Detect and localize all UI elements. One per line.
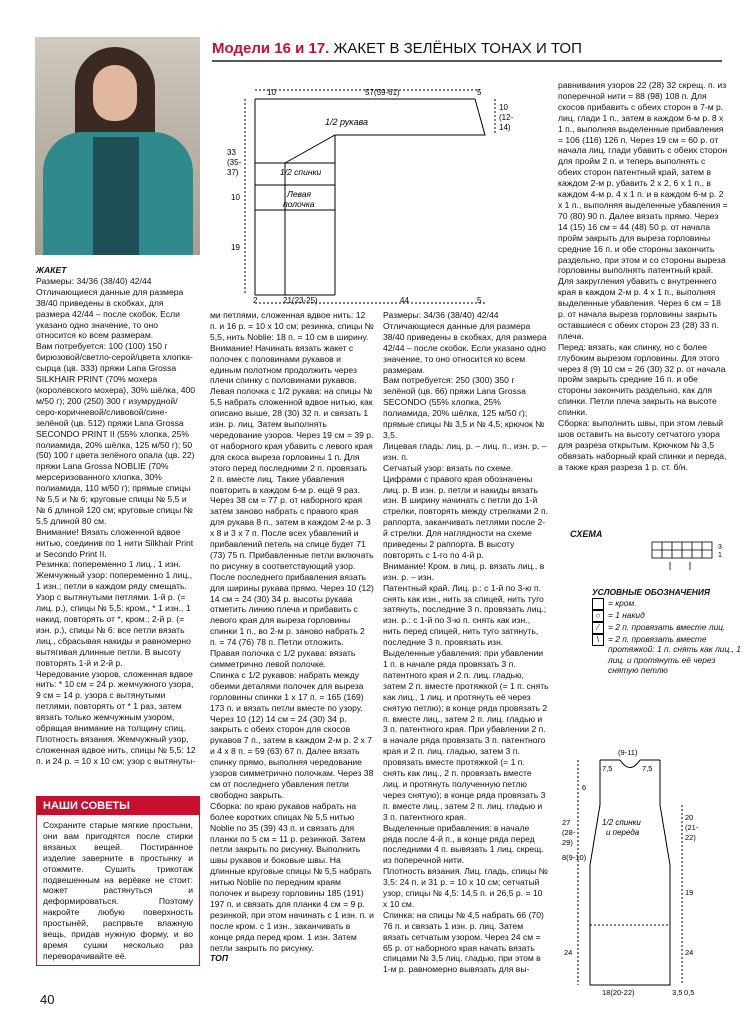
col1-paragraph: Внимание! Вязать сложенной вдвое нитью, соединив по 1 нити Silkhair Print и Secondo Print II. xyxy=(36,526,194,559)
col4-paragraph: Перед: вязать, как спинку, но с более глубоким вырезом горловины. Для этого через 8 (9) 10 см = 26 (30) 32 р. от начала пройм закрыть средние 16 п. и обе стороны закончить раздельно, как для спинки. Петли плеча закрыть на высоте спинки. xyxy=(558,341,726,418)
column-top-continued xyxy=(558,80,728,473)
col4-paragraph: равнивания узоров 22 (28) 32 скрещ. п. из поперечной нити = 88 (98) 108 п. Для скосов прибавить с обеих сторон в 7-м р. лиц. глади 1 п., затем в каждом 6-м р. 8 х 1 п., выполняя выделенные прибавления = 106 (116) 126 п. Через 19 см = 60 р. от начала лиц. глади убавить с обеих сторон для пройм 2 п. и теперь выполнять с обеих сторон патентный край, затем в каждом 2-м р. убавить 2 х 2, 6 х 1 п., в каждом 4-м р. 4 х 1 п. и в каждом 6-м р. 2 х 1 п., выполняя выделенные убавления = 70 (80) 90 п. Далее вязать прямо. Через 14 (15) 16 см = 44 (48) 50 р. от начала пройм закрыть для выреза горловины средние 16 п. и обе стороны закончить раздельно, при этом и со стороны выреза горловины выполнять патентный край. Для закругления убавить с внутреннего края в каждом 2-м р. 4 х 1 п., выполняя выделенные убавления. Через 6 см = 18 р. от начала выреза горловины закрыть оставшиеся с обеих сторон 23 (28) 33 п. плеча. xyxy=(558,80,728,341)
legend xyxy=(592,587,742,676)
jd-right-2: (12- xyxy=(499,113,514,122)
td-r2: (21- xyxy=(685,823,699,832)
td-m2: и переда xyxy=(606,828,640,837)
col2-paragraph: Внимание! Начинать вязать жакет с полочек с половинами рукавов и единым полотном продолжить через плечи спинку с половинами рукавов. xyxy=(210,342,357,386)
col3-paragraph: Отличающиеся данные для размера 38/40 приведены в скобках, для размера 42/44 – после скобок. Если указано одно значение, то оно относится ко всем размерам. xyxy=(383,320,547,375)
col4-paragraph: Сборка: выполнить швы, при этом левый шов оставить на высоту сетчатого узора для разреза открытым. Крючком № 3,5 обвязать наборный край спинки и переда, а также края разреза 1 р. ст. б/н. xyxy=(558,418,727,472)
td-top: (9-11) xyxy=(618,748,638,757)
col1-paragraph: Вам потребуется: 100 (100) 150 г бирюзовой/светло-серой/цвета хлопка-сырца (цв. 333) пряжи Lana Grossa SILKHAIR PRINT (70% мохера (королевского мохера), 30% шёлка, 400 м/50 г); 200 (250) 300 г изумрудной/серо-коричневой/сливовой/сине-зелёной (цв. 512) пряжи Lana Grossa SECONDO PRINT II (55% хлопка, 25% полиамида, 20% шёлка, 125 м/50 г); 50 (50) 100 г цвета зелёного опала (цв. 22) пряжи Lana Grossa NOBLIE (70% мерсеризованного хлопка, 30% полиамида, 110 м/50 г); прямые спицы № 5,5 и № 6; круговые спицы № 5,5 и № 6 длиной 120 см; круговые спицы № 5,5 длиной 80 см. xyxy=(36,341,196,526)
col1-paragraph: Размеры: 34/36 (38/40) 42/44 xyxy=(36,275,152,286)
td-b2: 3,5 xyxy=(672,988,683,997)
td-r19: 19 xyxy=(685,888,694,897)
column-jacket-intro xyxy=(36,265,198,767)
column-top-instructions xyxy=(383,310,549,975)
top-pattern-diagram xyxy=(560,745,745,1000)
legend-heading: УСЛОВНЫЕ ОБОЗНАЧЕНИЯ xyxy=(592,587,710,597)
scheme-row-1: 1 xyxy=(718,552,722,559)
td-l1: 27 xyxy=(562,818,571,827)
legend-item xyxy=(592,598,742,610)
jd-bot-5: 5 xyxy=(477,296,482,305)
jd-left-2: (35- xyxy=(227,158,242,167)
jd-sleeve: 1/2 рукава xyxy=(325,117,368,127)
col2-paragraph: Левая полочка с 1/2 рукава: на спицы № 5,5 набрать сложенной вдвое нитью, как описано выше, 28 (30) 32 п. и связать 1 изн. р. лиц. Затем выполнять чередование узоров. Через 19 см = 39 р. от наборного края убавить с левого края для скоса выреза горловины 1 п. Для этого перед последними 2 п. провязать 2 п. вместе лиц. Такие убавления повторить в каждом 6-м р. ещё 9 раз. Через 38 см = 77 р. от наборного края затем заново набрать с правого края для рукава 8 п., затем в каждом 2-м р. 3 х 8 и 3 х 7 п. После всех убавлений и прибавлений петель на спице будет 71 (73) 75 п. Прибавленные петли включать по рисунку в соответствующий узор. После последнего прибавления вязать для ширины рукава прямо. Через 10 (12) 14 см = 24 (30) 34 р. высоты рукава отметить линию плеча и прибавить с левого края для выреза горловины спинки 1 п., во 2-м р. заново набрать 2 п. = 74 (76) 78 п. Петли отложить. xyxy=(210,386,374,648)
jd-right-3: 14) xyxy=(499,123,511,132)
col2-paragraph: Сборка: по краю рукавов набрать на более коротких спицах № 5,5 нитью Noblie по 35 (39) 43 п. и связать для планки по 5 см = 11 р. резинкой. Затем петли закрыть по рисунку. Выполнить швы рукавов и боковые швы. На длинные круговые спицы № 5,5 набрать нитью Noblie по передним краям полочек и вырезу горловины 185 (191) 197 п. и связать для планки 4 см = 9 р. резинкой, при этом начинать с 1 изн. п. и после кром. с 1 изн., заканчивать в конце ряда перед кром. 1 изн. Затем петли закрыть по рисунку. xyxy=(210,800,374,953)
jd-left-19: 19 xyxy=(231,243,240,252)
tips-box xyxy=(36,796,200,966)
col3-paragraph: Спинка: на спицы № 4,5 набрать 66 (70) 76 п. и связать 1 изн. р. лиц. Затем вязать сетчатым узором. Через 24 см = 65 р. от наборного края начать вязать спицами № 3,5 лиц. гладью, при этом в 1-м р. равномерно вывязать для вы- xyxy=(383,909,544,975)
scheme-label: СХЕМА xyxy=(570,529,603,539)
jd-top-left: 10 xyxy=(267,88,276,97)
col2-paragraph: Спинка с 1/2 рукавов: набрать между обеими деталями полочек для выреза горловины спинки 1 х 17 п. = 165 (169) 173 п. и вязать петли вместе по узору. Через 10 (12) 14 см = 24 (30) 34 р. закрыть с обеих сторон для скосов рукавов 7 п., затем в каждом 2-м р. 2 х 7 и 4 х 8 п. = 59 (63) 67 п. Далее вязать спинку прямо, выполняя чередование узоров симметрично полочкам. Через 38 см от последнего убавления петли свободно закрыть. xyxy=(210,669,374,800)
col2-paragraph: Правая полочка с 1/2 рукава: вязать симметрично левой полочке. xyxy=(210,648,356,669)
col1-paragraph: Чередование узоров, сложенная вдвое нить: * 10 см = 24 р. жемчужного узора, 9 см = 14 р. узора с вытянутыми петлями, повторять от * 1 раз, затем вязать только жемчужным узором, обращая внимание на толщину спиц. xyxy=(36,668,194,734)
tips-heading: НАШИ СОВЕТЫ xyxy=(37,797,199,815)
section-heading-top: ТОП xyxy=(210,953,229,964)
col1-paragraph: Плотность вязания. Жемчужный узор, сложенная вдвое нить, спицы № 5,5: 12 п. и 24 р. = 10 х 10 см; узор с вытянуты- xyxy=(36,733,196,766)
col3-paragraph: Выделенные прибавления: в начале ряда после 4-й п., в конце ряда перед последними 4 п. вывязать 1 лиц. скрещ. из поперечной нити. xyxy=(383,822,544,866)
col3-paragraph: Патентный край. Лиц. р.: с 1-й по 3-ю п. снять как изн., нить за спицей, нить туго затянуть, последние 3 п. провязать лиц.; изн. р.: с 1-й по 3-ю п. снять как изн., нить перед спицей, нить туго затянуть, последние 3 п. провязать изн. xyxy=(383,582,547,648)
col3-paragraph: Внимание! Кром. в лиц. р. вязать лиц., в изн. р. – изн. xyxy=(383,560,545,582)
title-rest: ЖАКЕТ В ЗЕЛЁНЫХ ТОНАХ И ТОП xyxy=(329,40,582,57)
jd-bot-21: 21(23-25) xyxy=(283,296,318,305)
jd-top-mid: 57(59-61) xyxy=(365,88,400,97)
jd-front-2: полочка xyxy=(283,199,315,209)
col3-paragraph: Вам потребуется: 250 (300) 350 г зелёной (цв. 66) пряжи Lana Grossa SECONDO (55% хлопка, 25% полиамида, 20% шёлка, 125 м/50 г); прямые спицы № 3,5 и № 4,5; крючок № 3,5. xyxy=(383,375,545,440)
td-r3: 22) xyxy=(685,833,696,842)
col3-paragraph: Размеры: 34/36 (38/40) 42/44 xyxy=(383,310,499,320)
col3-paragraph: Плотность вязания. Лиц. гладь, спицы № 3,5: 24 п. и 31 р. = 10 х 10 см; сетчатый узор, спицы № 4,5: 14,5 п. и 26,5 р. = 10 х 10 см. xyxy=(383,866,548,909)
jacket-pattern-diagram xyxy=(225,85,515,305)
td-l24: 24 xyxy=(564,948,573,957)
page-title xyxy=(212,40,732,62)
jd-right-1: 10 xyxy=(499,103,508,112)
tips-body: Сохраните старые мягкие простыни, они вам пригодятся после стирки вязаных вещей. Постиранное изделие заверните в простынку и отожмите. Сушить трикотаж подвешенным на верёвке не стоит: может растянуться и деформироваться. Поэтому накройте любую поверхность простынёй, распрвьте влажную вещь, придав нужную форму, и во время сушки несколько раз переворачивайте её. xyxy=(43,820,193,961)
col3-paragraph: Лицевая гладь: лиц. р. – лиц. п., изн. р. – изн. п. xyxy=(383,440,547,462)
jd-front-1: Левая xyxy=(287,189,312,199)
legend-symbol xyxy=(592,598,604,610)
legend-text: = кром. xyxy=(608,597,637,608)
td-l2: (28- xyxy=(562,828,576,837)
jd-left-10: 10 xyxy=(231,193,240,202)
jd-top-right: 5 xyxy=(477,88,482,97)
legend-text: = 2 п. провязать вместе лиц. xyxy=(608,621,726,632)
jd-left-1: 33 xyxy=(227,148,236,157)
col2-paragraph: ми петлями, сложенная вдвое нить: 12 п. и 16 р. = 10 х 10 см; резинка, спицы № 5,5, нить Noblie: 18 п. = 10 см в ширину. xyxy=(210,310,374,342)
legend-symbol: \ xyxy=(592,634,604,646)
scheme-row-3: 3 xyxy=(718,544,722,551)
jd-bot-2: 2 xyxy=(253,296,258,305)
col1-paragraph: Узор с вытянутыми петлями. 1-й р. (= лиц. р.), спицы № 5,5: кром., * 1 изн., 1 накид, повторять от *, кром.; 2-й р. (= изн. р.), спицы № 6: все петли вязать лиц., сбрасывая накиды и равномерно вытягивая длинные петли. В высоту повторять 1-й и 2-й р. xyxy=(36,592,191,668)
legend-symbol: ⁄ xyxy=(592,622,604,634)
jd-bot-44: 44 xyxy=(400,296,409,305)
td-b1: 18(20-22) xyxy=(602,988,635,997)
legend-text: = 2 п. провязать вместе протяжкой: 1 п. снять как лиц., 1 лиц. и протянуть её через снятую петлю xyxy=(608,633,741,676)
col3-paragraph: Сетчатый узор: вязать по схеме. Цифрами с правого края обозначены лиц. р. В изн. р. петли и накиды вязать изн. В ширину начинать с петли до 1-й стрелки, повторять между стрелками 2 п. раппорта, заканчивать петлями после 2-й стрелки. Для наглядности на схеме приведены 2 раппорта. В высоту повторять с 1-го по 4-й р. xyxy=(383,462,549,560)
photo-face xyxy=(93,65,137,121)
td-l5: 8(9-10) xyxy=(562,853,587,862)
td-t2: 7,5 xyxy=(642,764,653,773)
legend-item xyxy=(592,622,742,634)
td-t1: 7,5 xyxy=(602,764,613,773)
col1-paragraph: Отличающиеся данные для размера 38/40 приведены в скобках, для размера 42/44 – после скобок. Если указано одно значение, то оно относится ко всем размерам. xyxy=(36,286,184,341)
page-number: 40 xyxy=(40,992,55,1007)
jd-back: 1/2 спинки xyxy=(280,167,322,177)
legend-item xyxy=(592,634,742,676)
photo-top xyxy=(93,137,139,255)
model-photo xyxy=(35,37,200,255)
col1-paragraph: Резинка: попеременно 1 лиц., 1 изн. xyxy=(36,559,181,570)
td-b3: 0,5 xyxy=(684,988,695,997)
title-prefix: Модели 16 и 17. xyxy=(212,40,330,57)
scheme-chart xyxy=(650,540,740,580)
column-jacket-instructions xyxy=(210,310,374,964)
td-m1: 1/2 спинки xyxy=(602,818,641,827)
legend-item xyxy=(592,610,742,622)
td-l4: 6 xyxy=(582,783,587,792)
col3-paragraph: Выделенные убавления: при убавлении 1 п. в начале ряда провязать 3 п. патентного края и 2 п. лиц. гладью, затем 2 п. вместе протяжкой (= 1 п. снять как лиц., 1 лиц. и протянуть её через снятую петлю); в конце ряда провязать 2 п. вместе лиц., затем 2 п. лиц. гладью и 3 п. патентного края. При убавлении 2 п. в начале ряда провязать 3 п. патентного края и 2 п. лиц. гладью, затем 3 п. провязать вместе протяжкой (= 1 п. снять как лиц., 2 п. провязать вместе лиц. и протянуть полученную петлю через снятую); в конце ряда провязать 3 п. вместе лиц., затем 2 п. лиц. гладью и 3 п. патентного края. xyxy=(383,648,549,822)
section-heading-jacket: ЖАКЕТ xyxy=(36,265,67,275)
legend-text: = 1 накид xyxy=(608,609,645,620)
title-rule xyxy=(212,60,722,62)
jd-left-3: 37) xyxy=(227,168,239,177)
col1-paragraph: Жемчужный узор: попеременно 1 лиц., 1 изн.; петли в каждом ряду смещать. xyxy=(36,570,193,592)
legend-symbol: ○ xyxy=(592,610,604,622)
td-r1: 20 xyxy=(685,813,694,822)
td-l3: 29) xyxy=(562,838,573,847)
td-r24: 24 xyxy=(685,948,694,957)
